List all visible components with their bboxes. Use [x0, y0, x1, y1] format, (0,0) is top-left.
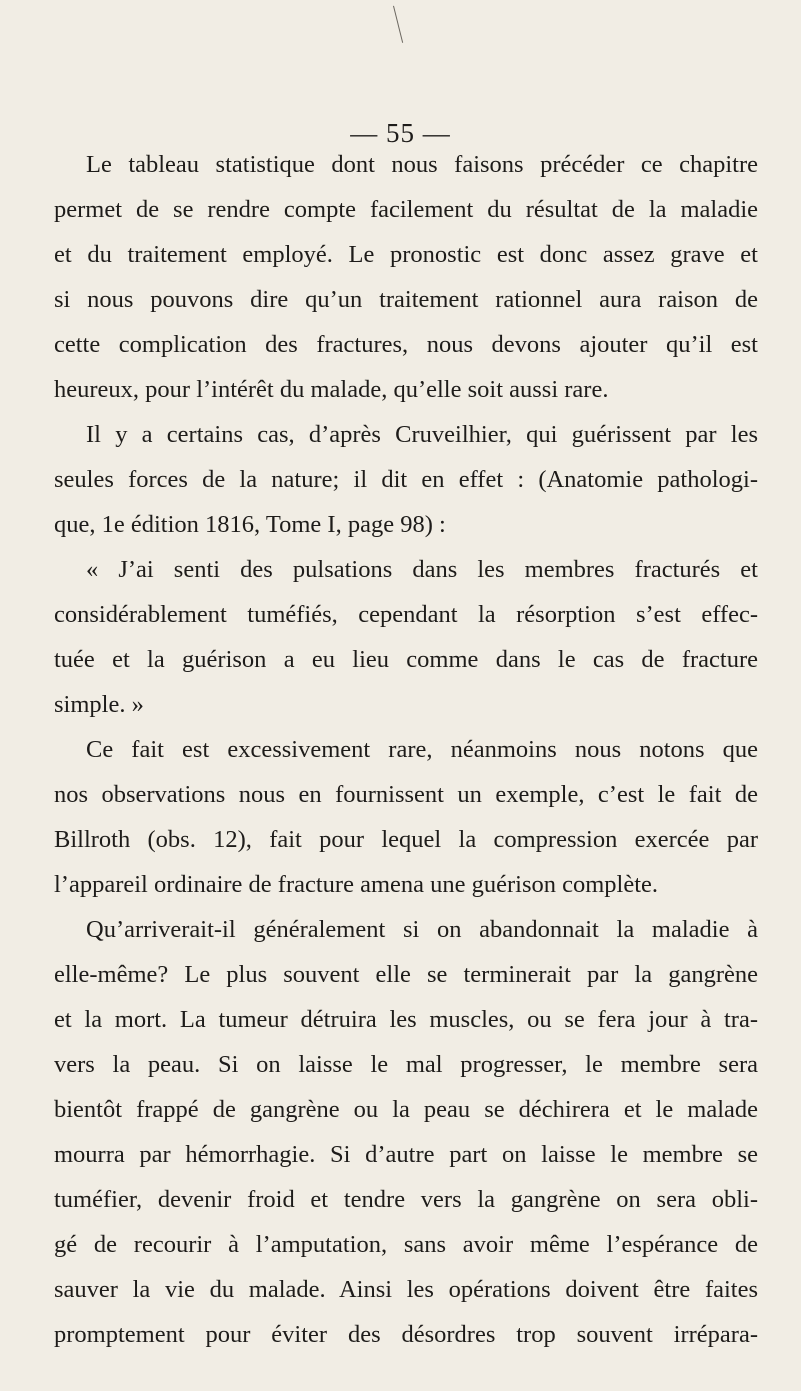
text-line: elle-même? Le plus souvent elle se terminerait par la gangrène [54, 961, 758, 988]
text-line: permet de se rendre compte facilement du résultat de la maladie [54, 196, 758, 223]
text-line: bientôt frappé de gangrène ou la peau se déchirera et le malade [54, 1096, 758, 1123]
text-line: mourra par hémorrhagie. Si d’autre part on laisse le membre se [54, 1141, 758, 1168]
text-line: considérablement tuméfiés, cependant la résorption s’est effec- [54, 601, 758, 628]
text-line: si nous pouvons dire qu’un traitement rationnel aura raison de [54, 286, 758, 313]
text-line: heureux, pour l’intérêt du malade, qu’elle soit aussi rare. [54, 376, 609, 403]
text-line: nos observations nous en fournissent un exemple, c’est le fait de [54, 781, 758, 808]
text-line: et du traitement employé. Le pronostic est donc assez grave et [54, 241, 758, 268]
text-line: Ce fait est excessivement rare, néanmoins nous notons que [86, 736, 758, 763]
text-line: promptement pour éviter des désordres trop souvent irrépara- [54, 1321, 758, 1348]
text-line: et la mort. La tumeur détruira les muscles, ou se fera jour à tra- [54, 1006, 758, 1033]
text-line: Qu’arriverait-il généralement si on abandonnait la maladie à [86, 916, 758, 943]
page-number: — 55 — [350, 118, 451, 148]
text-line: cette complication des fractures, nous devons ajouter qu’il est [54, 331, 758, 358]
body-text [54, 142, 758, 1357]
text-line: l’appareil ordinaire de fracture amena une guérison complète. [54, 871, 659, 898]
text-line: vers la peau. Si on laisse le mal progresser, le membre sera [54, 1051, 758, 1078]
text-line: seules forces de la nature; il dit en effet : (Anatomie pathologi- [54, 466, 758, 493]
text-line: Billroth (obs. 12), fait pour lequel la compression exercée par [54, 826, 758, 853]
scan-mark [393, 6, 403, 43]
text-line: que, 1e édition 1816, Tome I, page 98) : [54, 511, 446, 538]
text-line: gé de recourir à l’amputation, sans avoir même l’espérance de [54, 1231, 758, 1258]
text-line: Le tableau statistique dont nous faisons précéder ce chapitre [86, 151, 758, 178]
text-line: sauver la vie du malade. Ainsi les opérations doivent être faites [54, 1276, 758, 1303]
text-line: Il y a certains cas, d’après Cruveilhier, qui guérissent par les [86, 421, 758, 448]
text-line: tuée et la guérison a eu lieu comme dans le cas de fracture [54, 646, 758, 673]
text-line: simple. » [54, 691, 144, 718]
text-line: tuméfier, devenir froid et tendre vers la gangrène on sera obli- [54, 1186, 758, 1213]
text-line: « J’ai senti des pulsations dans les membres fracturés et [86, 556, 758, 583]
